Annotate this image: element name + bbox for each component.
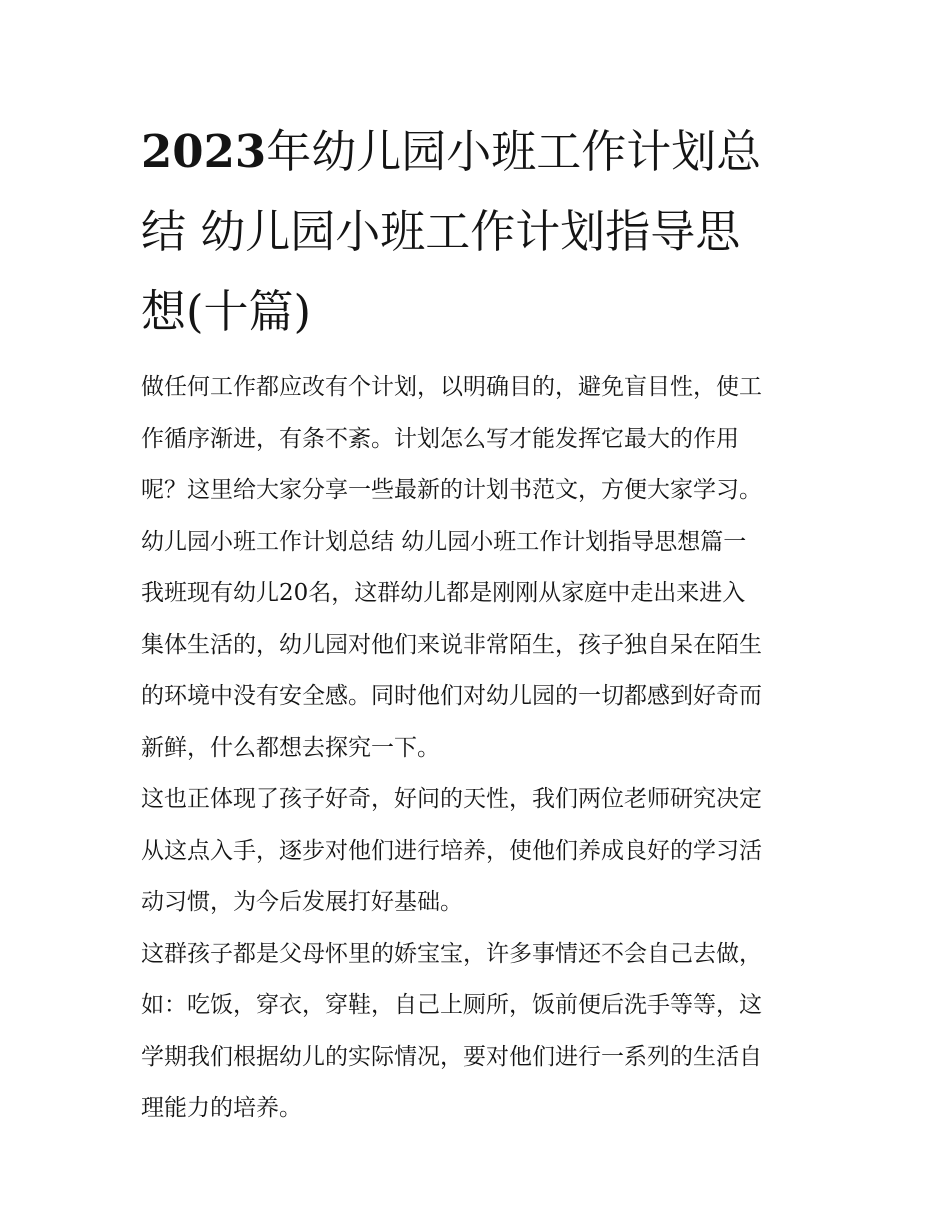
section-heading (141, 517, 813, 569)
text-line: 集体生活的，幼儿园对他们来说非常陌生，孩子独自呆在陌生 (141, 631, 762, 658)
document-page (141, 112, 813, 1135)
text-line: 如：吃饭，穿衣，穿鞋，自己上厕所，饭前便后洗手等等，这 (141, 992, 762, 1018)
text-line: 动习惯，为今后发展打好基础。 (141, 889, 463, 915)
body-paragraph (141, 774, 813, 929)
text-line: 新鲜，什么都想去探究一下。 (141, 734, 440, 761)
intro-paragraph (141, 362, 813, 517)
title-line: 2023年幼儿园小班工作计划总 (141, 125, 762, 178)
body-paragraph (141, 568, 813, 774)
text-line: 呢？这里给大家分享一些最新的计划书范文，方便大家学习。 (141, 477, 762, 503)
text-line: 这也正体现了孩子好奇，好问的天性，我们两位老师研究决定 (141, 786, 762, 812)
title-line: 想(十篇) (141, 285, 312, 338)
body-paragraph (141, 929, 813, 1135)
text-line: 从这点入手，逐步对他们进行培养，使他们养成良好的学习活 (141, 837, 762, 864)
text-line: 这群孩子都是父母怀里的娇宝宝，许多事情还不会自己去做， (141, 940, 762, 967)
text-line: 的环境中没有安全感。同时他们对幼儿园的一切都感到好奇而 (141, 683, 762, 709)
text-line: 幼儿园小班工作计划总结 幼儿园小班工作计划指导思想篇一 (141, 528, 747, 555)
text-line: 作循序渐进，有条不紊。计划怎么写才能发挥它最大的作用 (141, 425, 739, 452)
text-line: 我班现有幼儿20名，这群幼儿都是刚刚从家庭中走出来进入 (141, 580, 746, 606)
document-body (141, 362, 813, 1135)
document-title (141, 112, 813, 352)
text-line: 理能力的培养。 (141, 1095, 302, 1121)
text-line: 学期我们根据幼儿的实际情况，要对他们进行一系列的生活自 (141, 1043, 762, 1070)
text-line: 做任何工作都应改有个计划，以明确目的，避免盲目性，使工 (141, 374, 762, 400)
title-line: 结 幼儿园小班工作计划指导思 (141, 205, 741, 258)
